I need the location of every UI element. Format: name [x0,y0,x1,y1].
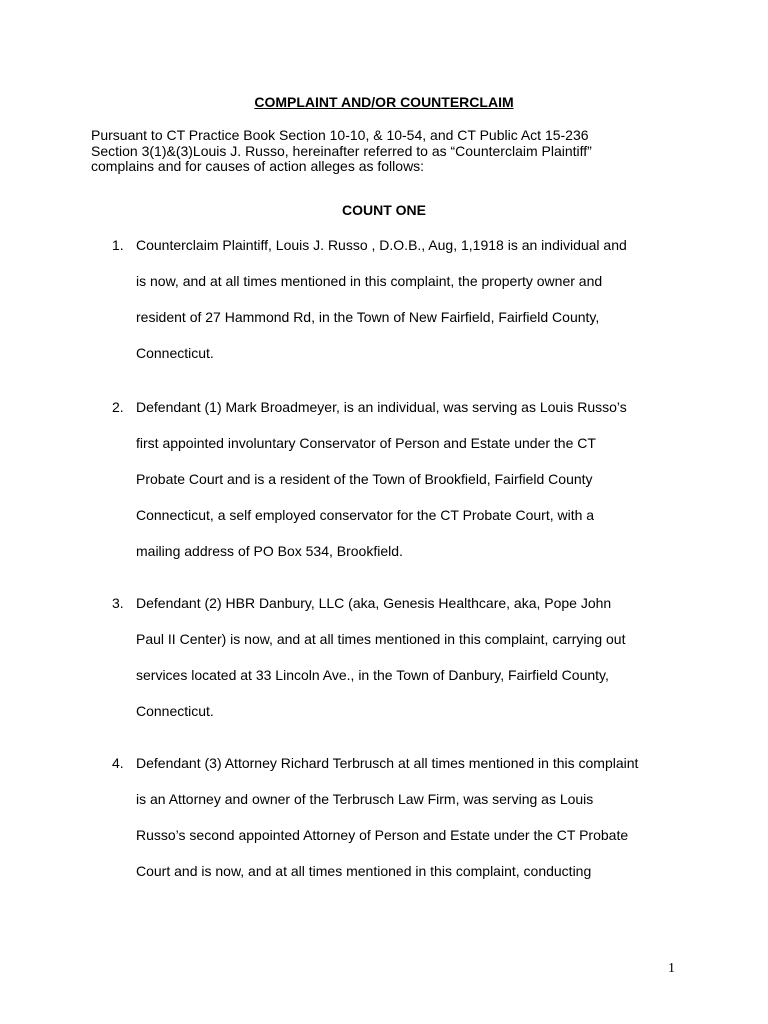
item-line: Connecticut. [136,345,214,361]
item-line: Defendant (2) HBR Danbury, LLC (aka, Genesis Healthcare, aka, Pope John [136,595,612,611]
item-line: Russo’s second appointed Attorney of Person and Estate under the CT Probate [136,827,629,843]
item-line: mailing address of PO Box 534, Brookfield. [136,543,403,559]
item-line: Probate Court and is a resident of the Town of Brookfield, Fairfield County [136,471,593,487]
item-text [136,585,625,729]
item-line: Counterclaim Plaintiff, Louis J. Russo , D.O.B., Aug, 1,1918 is an individual and [136,237,627,253]
item-line: services located at 33 Lincoln Ave., in the Town of Danbury, Fairfield County, [136,667,609,683]
item-line: Connecticut. [136,703,214,719]
item-line: first appointed involuntary Conservator of Person and Estate under the CT [136,435,596,451]
item-line: Court and is now, and at all times mentioned in this complaint, conducting [136,863,592,879]
item-text [136,227,627,371]
item-line: is an Attorney and owner of the Terbrusch Law Firm, was serving as Louis [136,791,594,807]
item-line: Defendant (3) Attorney Richard Terbrusch at all times mentioned in this complaint [136,755,639,771]
item-line: Connecticut, a self employed conservator for the CT Probate Court, with a [136,507,595,523]
item-number: 3. [112,595,124,611]
item-number: 2. [112,399,124,415]
item-line: Paul II Center) is now, and at all times mentioned in this complaint, carrying out [136,631,626,647]
item-text [136,389,627,569]
page-number: 1 [668,961,675,976]
intro-paragraph [91,128,691,175]
intro-line: complains and for causes of action alleges as follows: [91,158,425,174]
item-line: is now, and at all times mentioned in this complaint, the property owner and [136,273,603,289]
document-title: COMPLAINT AND/OR COUNTERCLAIM [254,94,514,110]
count-heading: COUNT ONE [342,202,426,218]
intro-line: Pursuant to CT Practice Book Section 10-10, & 10-54, and CT Public Act 15-236 [91,127,589,143]
item-number: 1. [112,237,124,253]
item-line: Defendant (1) Mark Broadmeyer, is an individual, was serving as Louis Russo’s [136,399,627,415]
item-number: 4. [112,755,124,771]
item-text [136,745,638,889]
intro-line: Section 3(1)&(3)Louis J. Russo, hereinafter referred to as “Counterclaim Plaintiff” [91,142,592,159]
item-line: resident of 27 Hammond Rd, in the Town of New Fairfield, Fairfield County, [136,309,600,325]
